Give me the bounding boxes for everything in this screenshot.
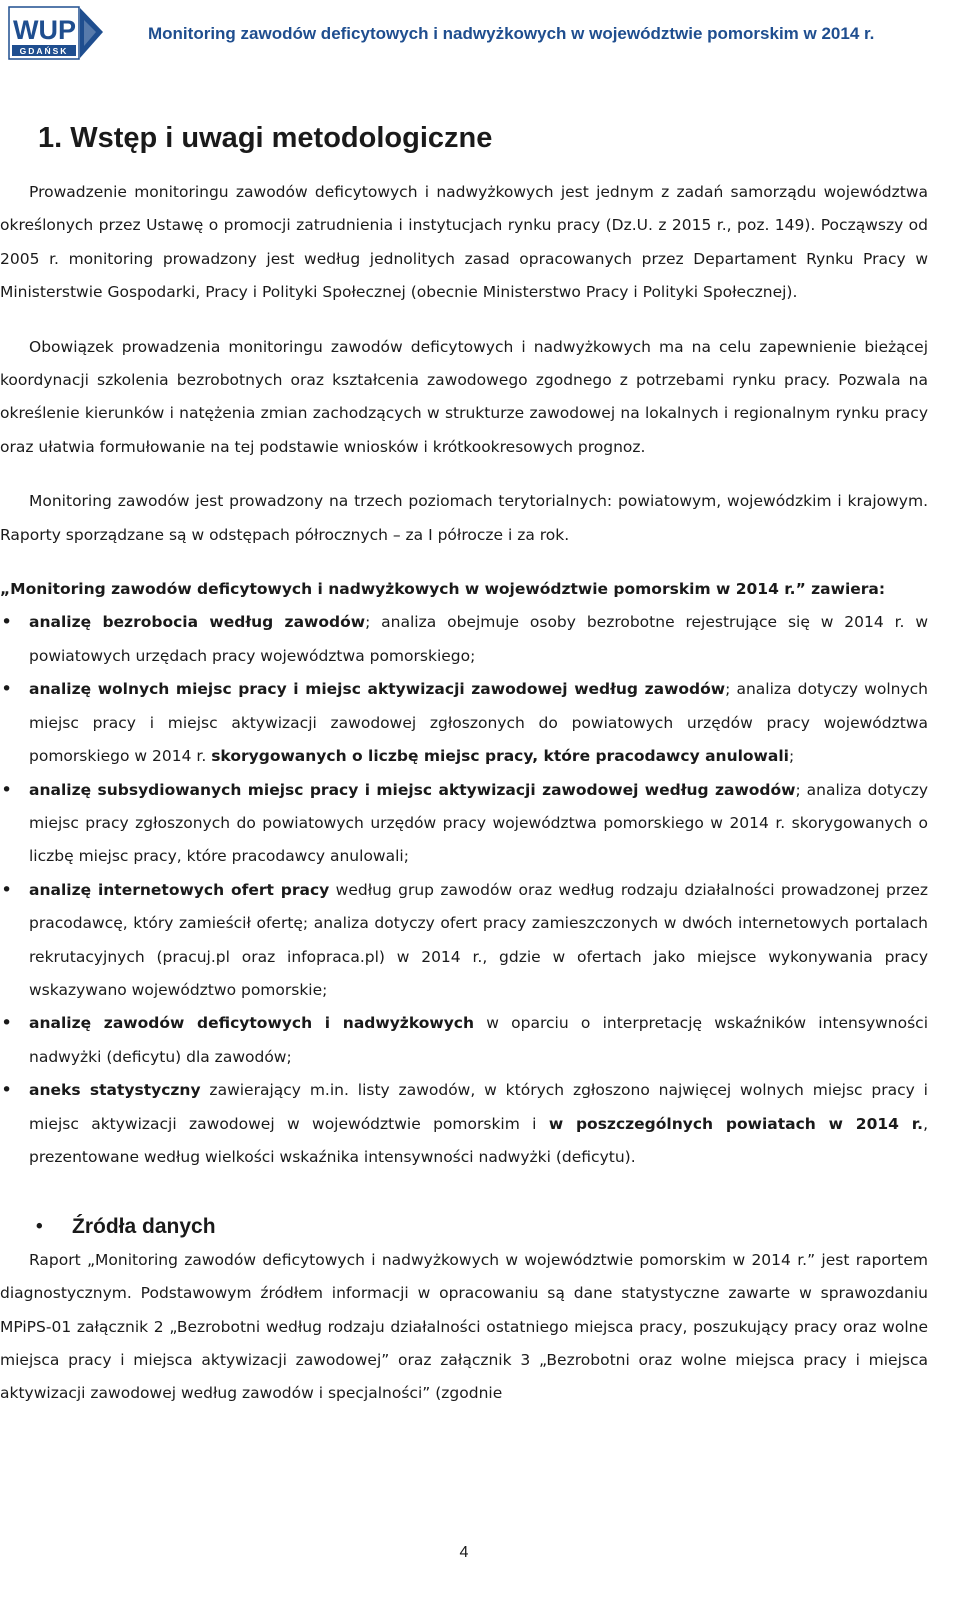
list-item: • analizę bezrobocia według zawodów; analiza obejmuje osoby bezrobotne rejestrujące się w 2014 r. w powiatowych urzędach pracy województwa pomorskiego;	[0, 606, 928, 673]
logo-wordmark: WUP	[13, 15, 76, 45]
section-title: 1. Wstęp i uwagi metodologiczne	[38, 122, 493, 154]
page-header	[8, 6, 958, 60]
paragraph-intro: Prowadzenie monitoringu zawodów deficytowych i nadwyżkowych jest jednym z zadań samorządu województwa określonych przez Ustawę o promocji zatrudnienia i instytucjach rynku pracy (Dz.U. z 2015 r., poz. 149). Począwszy od 2005 r. monitoring prowadzony jest według jednolitych zasad opracowanych przez Departament Rynku Pracy w Ministerstwie Gospodarki, Pracy i Polityki Społecznej (obecnie Ministerstwo Pracy i Polityki Społecznej).	[0, 183, 928, 302]
list-item: • analizę zawodów deficytowych i nadwyżkowych w oparciu o interpretację wskaźników intensywności nadwyżki (deficytu) dla zawodów;	[0, 1007, 928, 1074]
page-number: 4	[459, 1544, 469, 1561]
document-body	[0, 176, 928, 1411]
wup-gdansk-logo	[8, 6, 104, 60]
list-item: • analizę wolnych miejsc pracy i miejsc aktywizacji zawodowej według zawodów; analiza dotyczy wolnych miejsc pracy i miejsc aktywizacji zawodowej zgłoszonych do powiatowych urzędów pracy województwa pomorskiego w 2014 r. skorygowanych o liczbę miejsc pracy, które pracodawcy anulowali;	[0, 673, 928, 773]
bullet-icon: •	[36, 1216, 43, 1238]
report-contents-list	[0, 606, 928, 1174]
sources-heading: • Źródła danych	[0, 1210, 928, 1243]
paragraph-levels: Monitoring zawodów jest prowadzony na trzech poziomach terytorialnych: powiatowym, wojewódzkim i krajowym. Raporty sporządzane są w odstępach półrocznych – za I półrocze i za rok.	[0, 492, 928, 544]
report-contents-lead: „Monitoring zawodów deficytowych i nadwyżkowych w województwie pomorskim w 2014 r.” zawiera:	[0, 580, 886, 599]
logo-city: GDAŃSK	[19, 46, 69, 56]
list-item: • analizę subsydiowanych miejsc pracy i miejsc aktywizacji zawodowej według zawodów; analiza dotyczy miejsc pracy zgłoszonych do powiatowych urzędów pracy województwa pomorskiego w 2014 r. skorygowanych o liczbę miejsc pracy, które pracodawcy anulowali;	[0, 774, 928, 874]
list-item: • analizę internetowych ofert pracy według grup zawodów oraz według rodzaju działalności prowadzonej przez pracodawcę, który zamieścił ofertę; analiza dotyczy ofert pracy zamieszczonych w dwóch internetowych portalach rekrutacyjnych (pracuj.pl oraz infopraca.pl) w 2014 r., gdzie w ofertach jako miejsce wykonywania pracy wskazywano województwo pomorskie;	[0, 874, 928, 1008]
paragraph-sources: Raport „Monitoring zawodów deficytowych i nadwyżkowych w województwie pomorskim w 2014 r.” jest raportem diagnostycznym. Podstawowym źródłem informacji w opracowaniu są dane statystyczne zawarte w sprawozdaniu MPiPS-01 załącznik 2 „Bezrobotni według rodzaju działalności ostatniego miejsca pracy, poszukujący pracy oraz wolne miejsca pracy i miejsca aktywizacji zawodowej” oraz załącznik 3 „Bezrobotni oraz wolne miejsca pracy i miejsca aktywizacji zawodowej według zawodów i specjalności” (zgodnie	[0, 1250, 928, 1403]
paragraph-purpose: Obowiązek prowadzenia monitoringu zawodów deficytowych i nadwyżkowych ma na celu zapewnienie bieżącej koordynacji szkolenia bezrobotnych oraz kształcenia zawodowego zgodnego z potrzebami rynku pracy. Pozwala na określenie kierunków i natężenia zmian zachodzących w strukturze zawodowej na lokalnych i regionalnym rynku pracy oraz ułatwia formułowanie na tej podstawie wniosków i krótkookresowych prognoz.	[0, 337, 928, 456]
header-title: Monitoring zawodów deficytowych i nadwyżkowych w województwie pomorskim w 2014 r.	[148, 24, 875, 43]
list-item: • aneks statystyczny zawierający m.in. listy zawodów, w których zgłoszono najwięcej wolnych miejsc pracy i miejsc aktywizacji zawodowej w województwie pomorskim i w poszczególnych powiatach w 2014 r., prezentowane według wielkości wskaźnika intensywności nadwyżki (deficytu).	[0, 1074, 928, 1174]
